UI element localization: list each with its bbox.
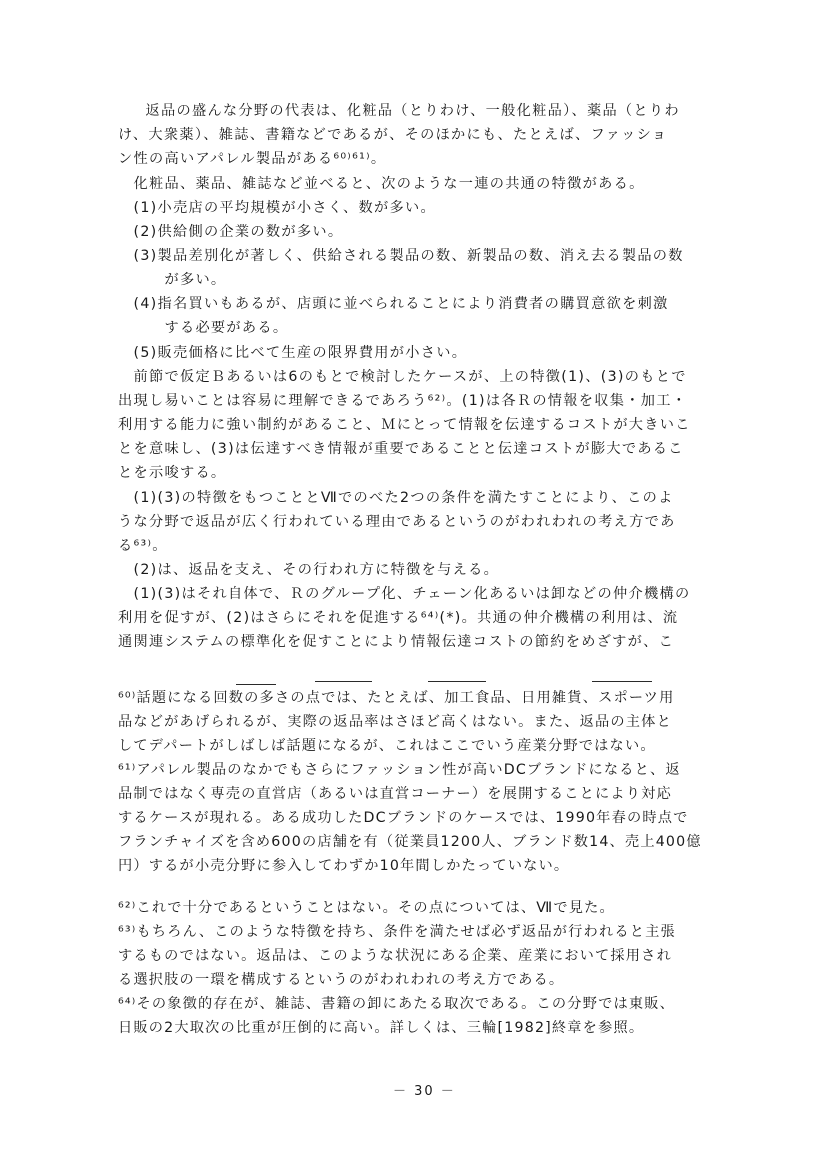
body-line: (2)供給側の企業の数が多い。 (118, 224, 344, 240)
body-line: 返品の盛んな分野の代表は、化粧品（とりわけ、一般化粧品）、薬品（とりわ (130, 103, 680, 119)
footnote-line: ⁶⁰⁾話題になる回数の多さの点では、たとえば、加工食品、日用雑貨、スポーツ用 (118, 690, 675, 706)
body-line: うな分野で返品が広く行われている理由であるというのがわれわれの考え方であ (118, 514, 676, 530)
body-line: (3)製品差別化が著しく、供給される製品の数、新製品の数、消え去る製品の数 (118, 248, 684, 264)
separator-segment (236, 684, 276, 685)
footnote-line: る選択肢の一環を構成するというのがわれわれの考え方である。 (118, 972, 565, 988)
body-line: 利用を促すが、(2)はさらにそれを促進する⁶⁴⁾(*)。共通の仲介機構の利用は、流 (118, 610, 679, 626)
footnote-line: ⁶³⁾もちろん、このような特徴を持ち、条件を満たせば必ず返品が行われると主張 (118, 924, 676, 940)
body-line: (1)小売店の平均規模が小さく、数が多い。 (118, 200, 436, 216)
body-line: 前節で仮定Ｂあるいは6のもとで検討したケースが、上の特徴(1)、(3)のもとで (118, 369, 687, 385)
body-line: 出現し易いことは容易に理解できるであろう⁶²⁾。(1)は各Ｒの情報を収集・加工・ (118, 393, 688, 409)
separator-segment (428, 681, 486, 682)
footnote-line: 日販の2大取次の比重が圧倒的に高い。詳しくは、三輪[1982]終章を参照。 (118, 1020, 645, 1036)
body-line: (1)(3)はそれ自体で、Ｒのグループ化、チェーン化あるいは卸などの仲介機構の (118, 586, 691, 602)
separator-segment (592, 681, 652, 682)
body-line: 化粧品、薬品、雑誌など並べると、次のような一連の共通の特徴がある。 (118, 176, 645, 192)
footnote-line: ⁶²⁾これで十分であるということはない。その点については、Ⅶで見た。 (118, 900, 615, 916)
body-line: (5)販売価格に比べて生産の限界費用が小さい。 (118, 345, 468, 361)
body-line: 利用する能力に強い制約があること、Ｍにとって情報を伝達するコストが大きいこ (118, 417, 691, 433)
separator-segment (315, 681, 372, 682)
footnote-line: フランチャイズを含め600の店舗を有（従業員1200人、ブランド数14、売上400億 (118, 834, 702, 850)
body-line: (2)は、返品を支え、その行われ方に特徴を与える。 (118, 562, 500, 578)
footnote-line: するものではない。返品は、このような状況にある企業、産業において採用され (118, 948, 672, 964)
footnote-line: するケースが現れる。ある成功したDCブランドのケースでは、1990年春の時点で (118, 810, 689, 826)
footnote-line: 円）するが小売分野に参入してわずか10年間しかたっていない。 (118, 858, 570, 874)
body-line: (1)(3)の特徴をもつこととⅦでのべた2つの条件を満たすことにより、このよ (118, 490, 674, 506)
page-number: － 30 － (393, 1084, 456, 1099)
footnote-line: してデパートがしばしば話題になるが、これはここでいう産業分野ではない。 (118, 738, 656, 754)
body-line: とを示唆する。 (118, 465, 227, 481)
footnote-line: ⁶¹⁾アパレル製品のなかでもさらにファッション性が高いDCブランドになると、返 (118, 762, 681, 778)
body-line: (4)指名買いもあるが、店頭に並べられることにより消費者の購買意欲を刺激 (118, 296, 669, 312)
footnote-line: 品などがあげられるが、実際の返品率はさほど高くはない。また、返品の主体と (118, 714, 672, 730)
body-line: ン性の高いアパレル製品がある⁶⁰⁾⁶¹⁾。 (118, 151, 387, 167)
body-line: け、大衆薬）、雑誌、書籍などであるが、そのほかにも、たとえば、ファッショ (118, 127, 668, 143)
body-line: る⁶³⁾。 (118, 538, 168, 554)
body-line: する必要がある。 (118, 320, 289, 336)
footnote-line: ⁶⁴⁾その象徴的存在が、雑誌、書籍の卸にあたる取次である。この分野では東販、 (118, 996, 676, 1012)
footnote-line: 品制ではなく専売の直営店（あるいは直営コーナー）を展開することにより対応 (118, 786, 672, 802)
body-line: とを意味し、(3)は伝達すべき情報が重要であることと伝達コストが膨大であるこ (118, 441, 684, 457)
body-line: 通関連システムの標準化を促すことにより情報伝達コストの節約をめざすが、こ (118, 634, 675, 650)
body-line: が多い。 (118, 272, 227, 288)
